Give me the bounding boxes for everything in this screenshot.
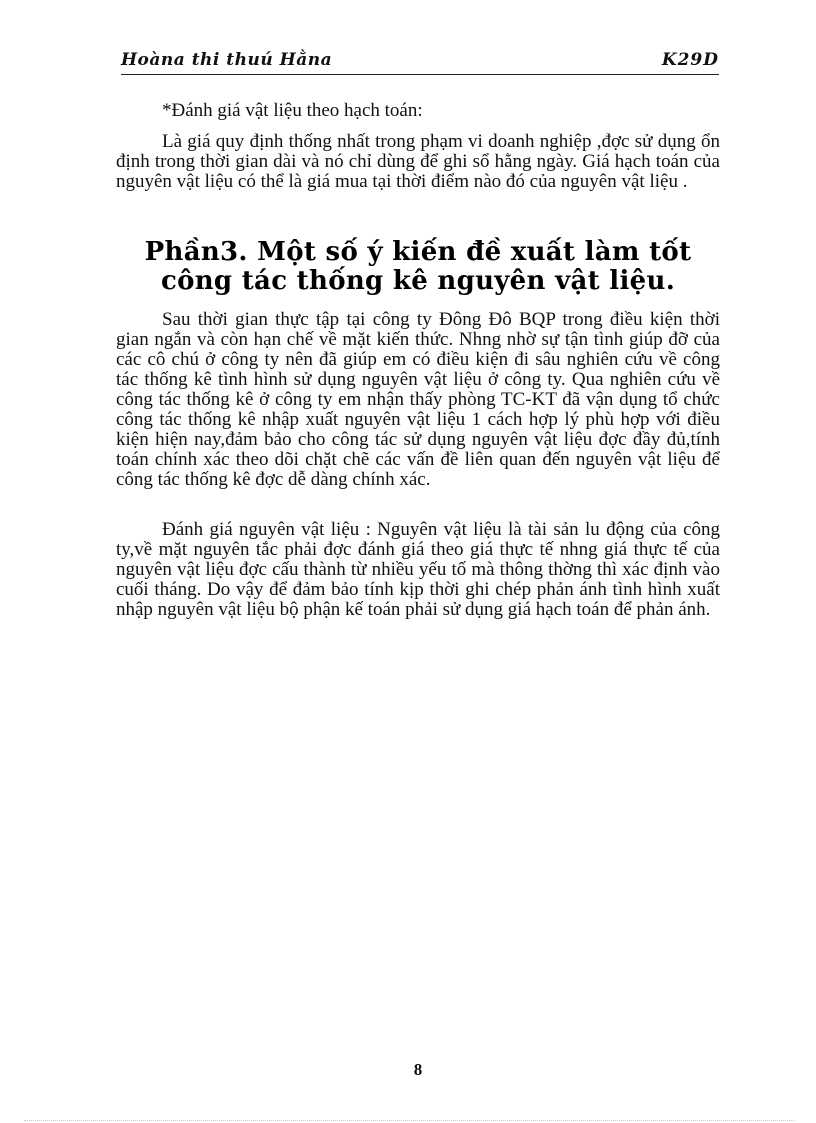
paragraph-accounting-price: Là giá quy định thống nhất trong phạm vi doanh nghiệp ,đợc sử dụng ổn định trong thời gian dài và nó chỉ dùng để ghi sổ hằng ngày. Giá hạch toán của nguyên vật liệu có thể là giá mua tại thời điểm nào đó của nguyên vật liệu .	[116, 131, 720, 192]
section-heading: Phần3. Một số ý kiến đề xuất làm tốt công tác thống kê nguyên vật liệu.	[144, 237, 692, 296]
paragraph-internship: Sau thời gian thực tập tại công ty Đông Đô BQP trong điều kiện thời gian ngắn và còn hạn chế về mặt kiến thức. Nhng nhờ sự tận tình giúp đỡ của các cô chú ở công ty nên đã giúp em có điều kiện đi sâu nghiên cứu về công tác thống kê tình hình sử dụng nguyên vật liệu ở công ty. Qua nghiên cứu về công tác thống kê ở công ty em nhận thấy phòng TC-KT đã vận dụng tổ chức công tác thống kê nhập xuất nguyên vật liệu 1 cách hợp lý phù hợp với điều kiện hiện nay,đảm bảo cho công tác sử dụng nguyên vật liệu đợc đầy đủ,tính toán chính xác theo dõi chặt chẽ các vấn đề liên quan đến nguyên vật liệu để công tác thống kê đợc dễ dàng chính xác.	[116, 309, 720, 490]
paragraph-material-valuation: Đánh giá nguyên vật liệu : Nguyên vật liệu là tài sản lu động của công ty,về mặt nguyên tắc phải đợc đánh giá theo giá thực tế nhng giá thực tế của nguyên vật liệu đợc cấu thành từ nhiều yếu tố mà thông thờng thì xác định vào cuối tháng. Do vậy để đảm bảo tính kịp thời ghi chép phản ánh tình hình xuất nhập nguyên vật liệu bộ phận kế toán phải sử dụng giá hạch toán để phản ánh.	[116, 519, 720, 620]
valuation-subheading: *Đánh giá vật liệu theo hạch toán:	[162, 100, 423, 121]
page-number: 8	[413, 1060, 423, 1079]
class-code: K29D	[661, 50, 719, 70]
running-header	[121, 48, 719, 74]
footer-rule	[24, 1120, 794, 1121]
author-name: Hoàna thi thuú Hằna	[121, 50, 333, 70]
header-rule	[121, 74, 719, 75]
